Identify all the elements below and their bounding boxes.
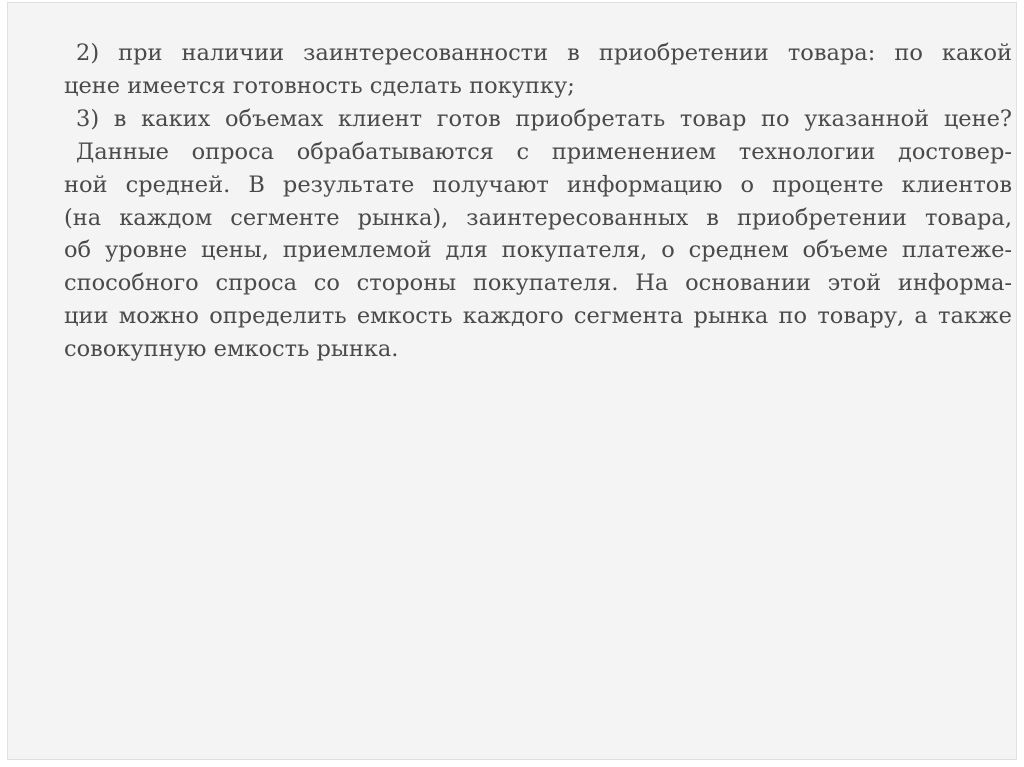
text-block [64,37,1012,366]
text-line: 3) в каких объемах клиент готов приобретать товар по указанной цене? [76,105,1012,132]
text-line: об уровне цены, приемлемой для покупателя, о среднем объеме платеже- [64,237,1012,264]
text-line: 2) при наличии заинтересованности в приобретении товара: по какой [76,40,1012,66]
text-line: Данные опроса обрабатываются с применением технологии достовер- [76,138,1012,165]
text-line: способного спроса со стороны покупателя. На основании этой информа- [64,270,1012,297]
paragraph-survey-processing [64,136,1012,366]
paragraph-item-2 [64,37,1012,103]
text-line: (на каждом сегменте рынка), заинтересованных в приобретении товара, [64,204,1012,231]
paragraph-item-3 [64,103,1012,136]
text-line: ной средней. В результате получают информацию о проценте клиентов [64,171,1012,198]
text-line: ции можно определить емкость каждого сегмента рынка по товару, а также [64,303,1012,330]
document-page [7,2,1017,760]
text-line: цене имеется готовность сделать покупку; [64,72,575,99]
text-line: совокупную емкость рынка. [64,336,399,363]
